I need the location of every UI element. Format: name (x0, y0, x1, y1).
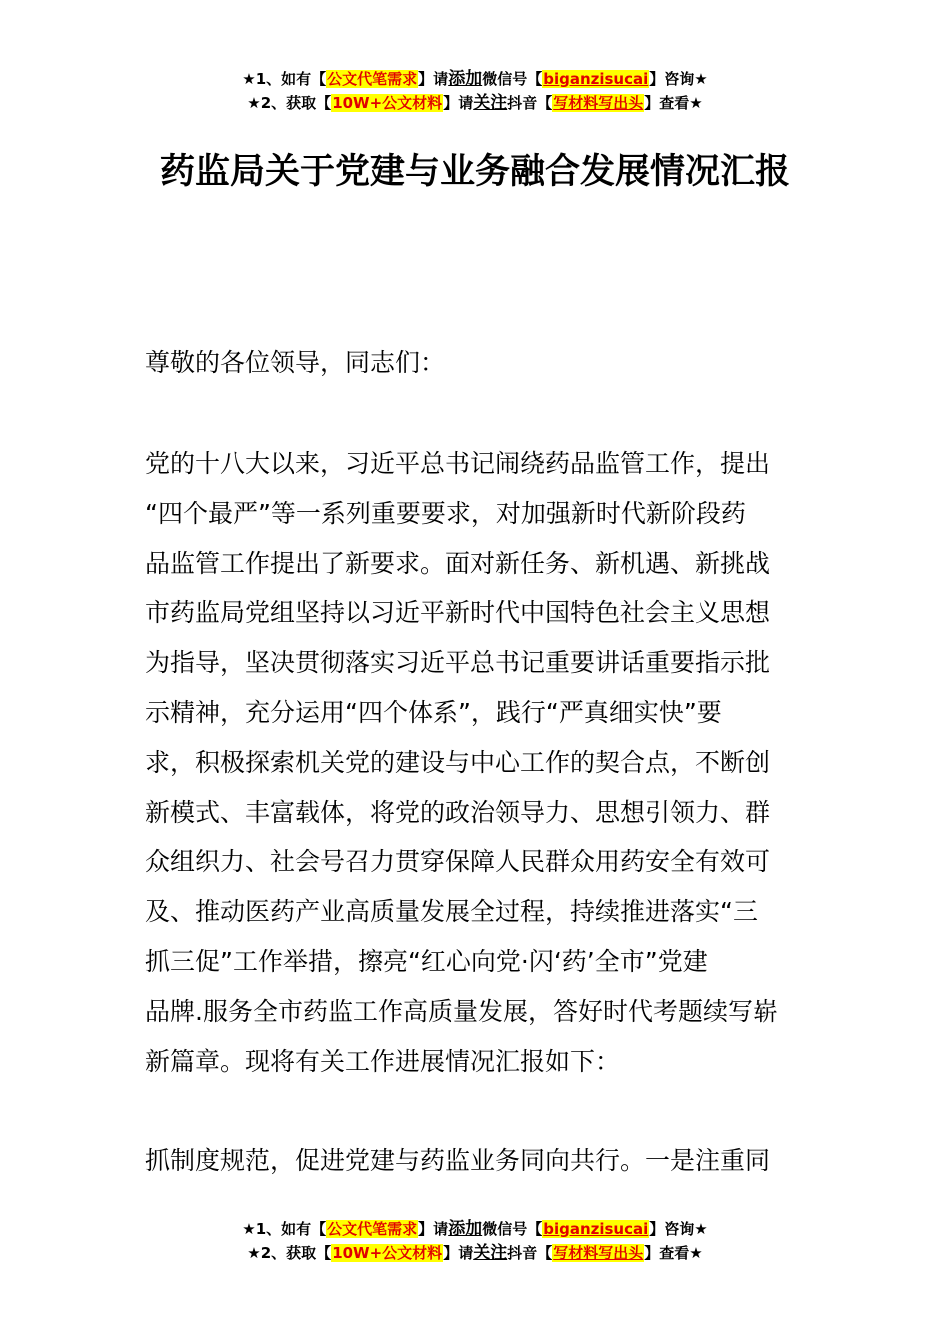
salutation: 尊敬的各位领导，同志们： (145, 348, 446, 377)
paragraph-line: 品牌.服务全市药监工作高质量发展，答好时代考题续写崭 (145, 996, 778, 1026)
banner-text: ★2、获取【 (247, 94, 332, 112)
banner-line-2 (0, 91, 950, 115)
wechat-id: biganzisucai (543, 70, 649, 88)
banner-text: 】咨询★ (649, 1220, 708, 1238)
banner-line-1 (0, 1217, 950, 1241)
paragraph-line: 抓三促”工作举措，擦亮“红心向党·闪‘药’全市”党建 (145, 946, 708, 976)
banner-text: 抖音【 (507, 94, 553, 112)
emphasis-text: 添加 (448, 69, 483, 89)
paragraph-line: 众组织力、社会号召力贯穿保障人民群众用药安全有效可 (145, 847, 771, 877)
paragraph-line: 示精神，充分运用“四个体系”，践行“严真细实快”要 (145, 697, 722, 727)
header-banner (0, 67, 950, 115)
body-paragraph (145, 439, 807, 1086)
paragraph-line: “四个最严”等一系列重要要求，对加强新时代新阶段药 (145, 498, 746, 528)
paragraph-line: 新篇章。现将有关工作进展情况汇报如下： (145, 1046, 621, 1076)
banner-text: 】请 (443, 94, 474, 112)
footer-banner (0, 1217, 950, 1265)
banner-text: 】查看★ (644, 1244, 703, 1262)
douyin-id: 写材料写出头 (553, 94, 644, 112)
paragraph-line: 为指导，坚决贯彻落实习近平总书记重要讲话重要指示批 (145, 648, 771, 678)
document-title: 药监局关于党建与业务融合发展情况汇报 (159, 152, 790, 192)
paragraph-line: 市药监局党组坚持以习近平新时代中国特色社会主义思想 (145, 598, 771, 628)
banner-line-1 (0, 67, 950, 91)
wechat-id: biganzisucai (543, 1220, 649, 1238)
banner-text: 微信号【 (482, 70, 543, 88)
paragraph-line: 抓制度规范，促进党建与药监业务同向共行。一是注重同 (145, 1146, 771, 1175)
banner-line-2 (0, 1241, 950, 1265)
body-paragraph (145, 1136, 807, 1186)
paragraph-line: 新模式、丰富载体，将党的政治领导力、思想引领力、群 (145, 797, 771, 827)
highlight-text: 公文代笔需求 (327, 70, 418, 88)
emphasis-text: 关注 (473, 1243, 508, 1263)
banner-text: 微信号【 (482, 1220, 543, 1238)
banner-text: ★1、如有【 (242, 1220, 327, 1238)
highlight-text: 10W+公文材料 (332, 1244, 443, 1262)
emphasis-text: 添加 (448, 1219, 483, 1239)
paragraph-line: 品监管工作提出了新要求。面对新任务、新机遇、新挑战 (145, 548, 771, 578)
banner-text: ★1、如有【 (242, 70, 327, 88)
paragraph-line: 及、推动医药产业高质量发展全过程，持续推进落实“三 (145, 897, 758, 927)
highlight-text: 10W+公文材料 (332, 94, 443, 112)
banner-text: 】请 (418, 1220, 449, 1238)
emphasis-text: 关注 (473, 93, 508, 113)
douyin-id: 写材料写出头 (553, 1244, 644, 1262)
banner-text: 抖音【 (507, 1244, 553, 1262)
banner-text: 】请 (418, 70, 449, 88)
banner-text: 】请 (443, 1244, 474, 1262)
paragraph-line: 求，积极探索机关党的建设与中心工作的契合点，不断创 (145, 747, 771, 777)
paragraph-line: 党的十八大以来，习近平总书记闹绕药品监管工作，提出 (145, 449, 771, 478)
banner-text: 】咨询★ (649, 70, 708, 88)
highlight-text: 公文代笔需求 (327, 1220, 418, 1238)
banner-text: 】查看★ (644, 94, 703, 112)
banner-text: ★2、获取【 (247, 1244, 332, 1262)
